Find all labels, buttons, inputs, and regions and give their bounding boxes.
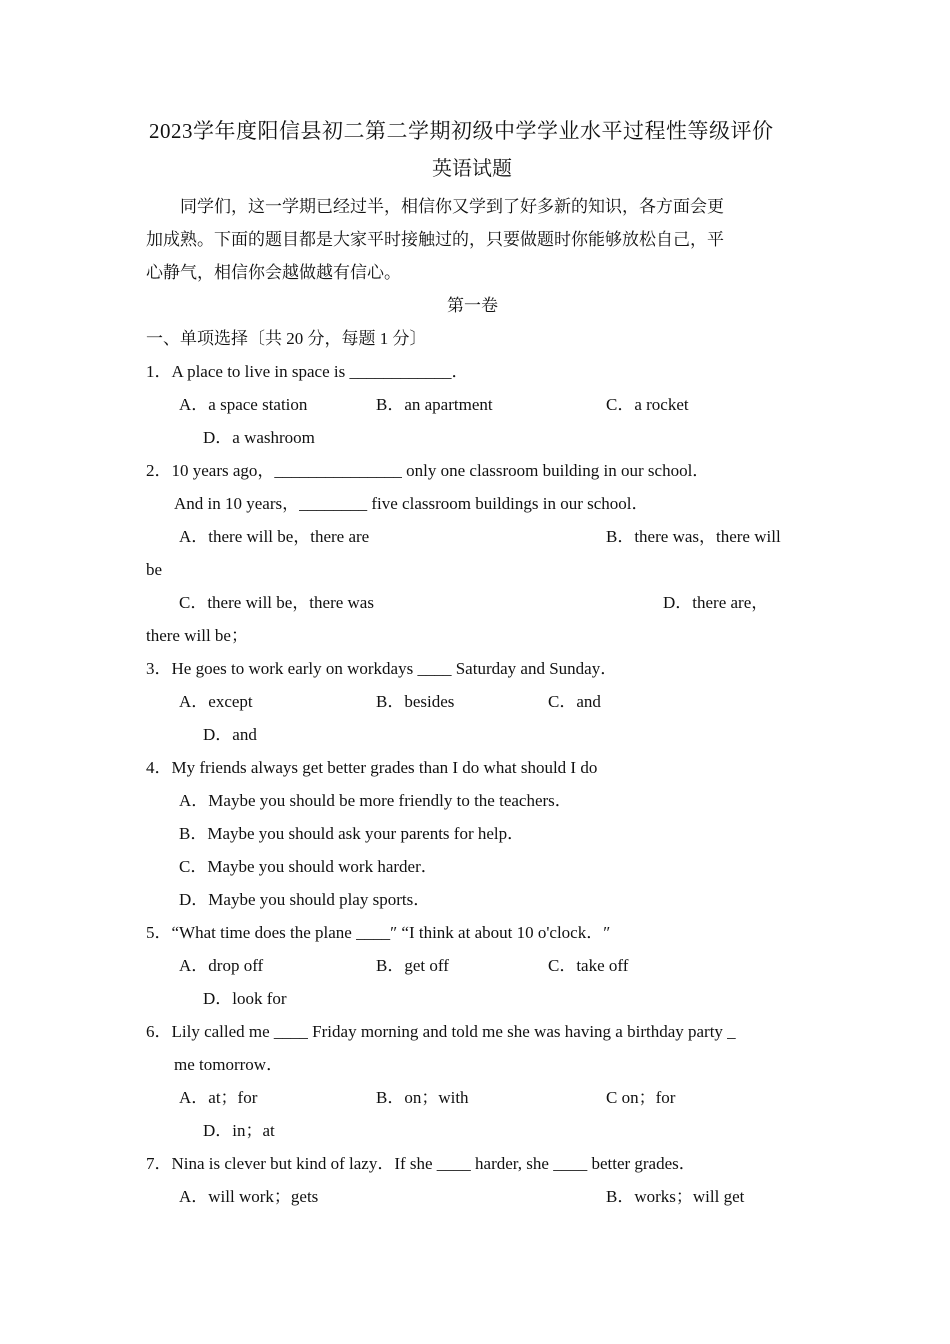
option: B．an apartment [376, 395, 493, 414]
option: D．in；at [203, 1121, 275, 1140]
option-continued: there will be； [146, 626, 248, 645]
option: D．Maybe you should play sports． [179, 890, 431, 909]
option: B．besides [376, 692, 455, 711]
option: C．and [548, 692, 601, 711]
option: B．on；with [376, 1088, 469, 1107]
question-stem: 6．Lily called me ____ Friday morning and told me she was having a birthday party _ [146, 1022, 736, 1041]
option: A．except [179, 692, 253, 711]
option: D．a washroom [203, 428, 315, 447]
intro-line: 同学们，这一学期已经过半，相信你又学到了好多新的知识，各方面会更 [180, 197, 724, 216]
option: A．drop off [179, 956, 264, 975]
option: A．will work；gets [179, 1187, 319, 1206]
question-stem: 5．“What time does the plane ____″ “I think at about 10 o'clock．″ [146, 923, 611, 942]
question-stem-continued: me tomorrow． [174, 1055, 284, 1074]
question-stem: 1．A place to live in space is ____________． [146, 362, 469, 381]
option: B．Maybe you should ask your parents for help． [179, 824, 525, 843]
question-stem: 3．He goes to work early on workdays ____ Saturday and Sunday． [146, 659, 618, 678]
option: A．there will be，there are [179, 527, 370, 546]
question-stem: 2．10 years ago，_______________ only one classroom building in our school． [146, 461, 710, 480]
intro-line: 加成熟。下面的题目都是大家平时接触过的，只要做题时你能够放松自己，平 [146, 230, 724, 249]
option: C．there will be，there was [179, 593, 374, 612]
option: D．look for [203, 989, 287, 1008]
question-stem: 4．My friends always get better grades than I do what should I do [146, 758, 598, 777]
volume-title: 第一卷 [447, 296, 498, 315]
question-stem: 7．Nina is clever but kind of lazy．If she ____ harder, she ____ better grades． [146, 1154, 696, 1173]
option: A．a space station [179, 395, 308, 414]
option: B．works；will get [606, 1187, 745, 1206]
exam-title: 2023学年度阳信县初二第二学期初级中学学业水平过程性等级评价 [149, 119, 774, 143]
option: C．take off [548, 956, 629, 975]
option: C．Maybe you should work harder． [179, 857, 438, 876]
option: A．Maybe you should be more friendly to the teachers． [179, 791, 572, 810]
question-stem-continued: And in 10 years，________ five classroom buildings in our school． [174, 494, 649, 513]
option: D．and [203, 725, 257, 744]
section-title: 一、单项选择〔共 20 分，每题 1 分〕 [146, 329, 427, 348]
option: C．a rocket [606, 395, 689, 414]
intro-line: 心静气，相信你会越做越有信心。 [146, 263, 401, 282]
option: B．there was，there will [606, 527, 781, 546]
option: C on；for [606, 1088, 676, 1107]
option: D．there are， [663, 593, 769, 612]
option: B．get off [376, 956, 449, 975]
option: A．at；for [179, 1088, 258, 1107]
exam-subtitle: 英语试题 [432, 158, 512, 180]
option-continued: be [146, 560, 163, 579]
